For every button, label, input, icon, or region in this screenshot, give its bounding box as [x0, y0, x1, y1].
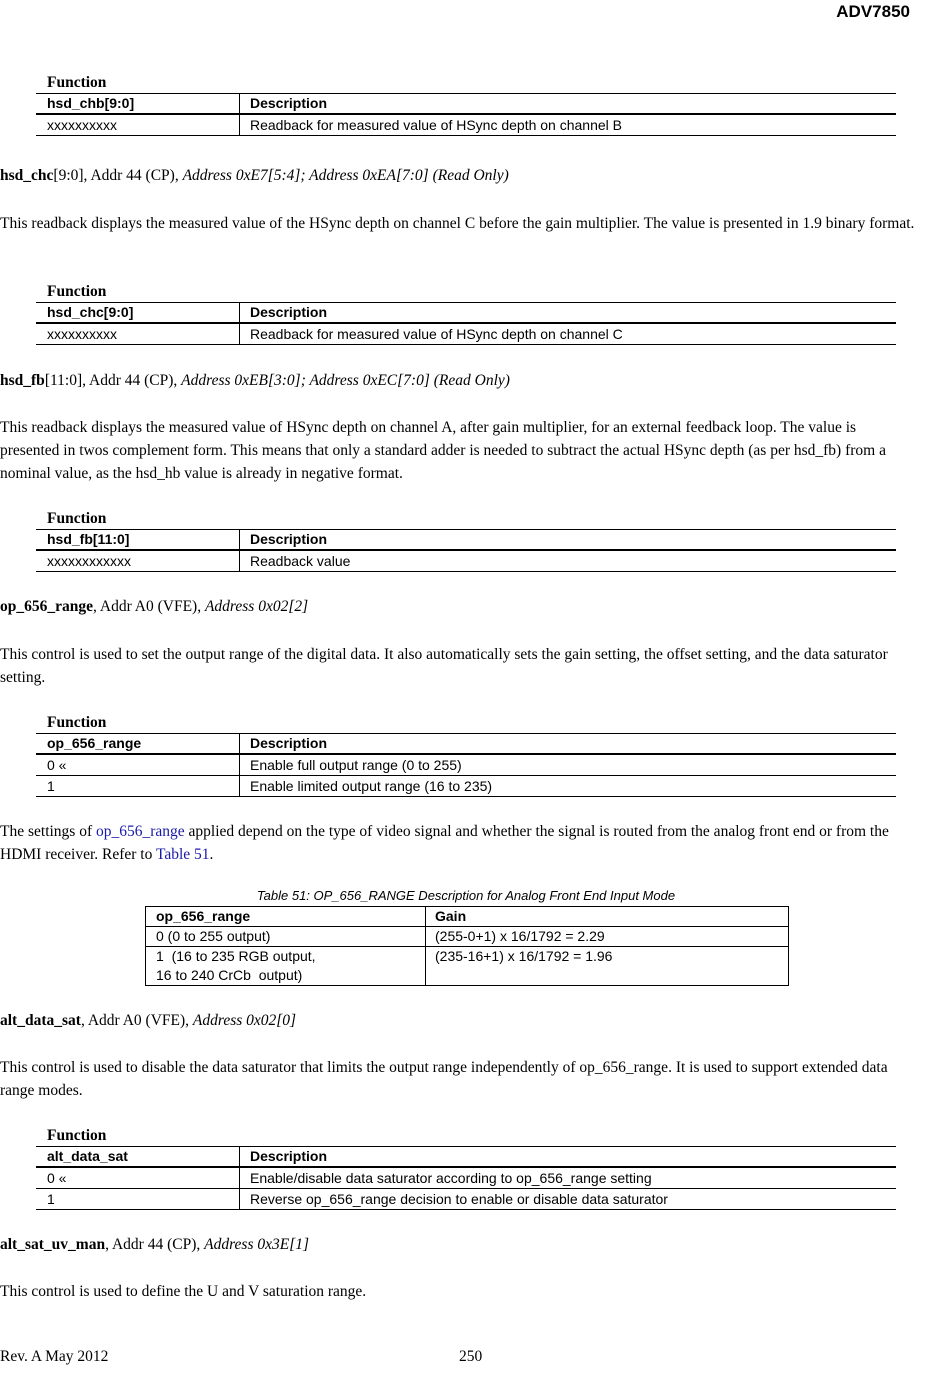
table-cell-gain: (235-16+1) x 16/1792 = 1.96: [435, 948, 613, 964]
table-51: [145, 906, 789, 986]
function-table-alt-data-sat: [36, 1126, 896, 1210]
note-text: .: [209, 846, 214, 863]
register-heading-alt-data-sat: [0, 1012, 296, 1030]
column-header: Description: [250, 531, 328, 547]
column-header: hsd_chb[9:0]: [36, 94, 240, 113]
table-row: [36, 1189, 896, 1210]
settings-note: [0, 820, 918, 866]
register-name: hsd_chc: [0, 167, 54, 184]
register-name: alt_data_sat: [0, 1012, 81, 1029]
column-header: op_656_range: [146, 907, 426, 926]
table-cell-value: 1: [36, 776, 240, 796]
table-cell-description: Readback for measured value of HSync depth on channel C: [250, 326, 623, 342]
register-heading-hsd-fb: [0, 372, 510, 390]
register-addr: , Addr A0 (VFE),: [93, 598, 205, 615]
register-address: Address 0x02[2]: [204, 598, 309, 615]
table-cell-description: Enable/disable data saturator according to op_656_range setting: [250, 1170, 652, 1186]
column-header: alt_data_sat: [36, 1147, 240, 1166]
register-addr: , Addr 44 (CP),: [105, 1236, 205, 1253]
table-row: [36, 776, 896, 797]
table-cell-gain: (255-0+1) x 16/1792 = 2.29: [435, 928, 605, 944]
register-bits: [9:0]: [53, 167, 84, 184]
function-label: Function: [47, 1127, 107, 1144]
register-description: This readback displays the measured value of HSync depth on channel A, after gain multiplier, for an external feedback loop. The value is presented in twos complement form. This means that only a standard adder is needed to subtract the actual HSync depth (as per hsd_fb) from a nominal value, as the hsd_hb value is already in negative format.: [0, 419, 886, 482]
register-description: This readback displays the measured value of the HSync depth on channel C before the gain multiplier. The value is presented in 1.9 binary format.: [0, 215, 915, 232]
register-bits: [11:0]: [44, 372, 83, 389]
function-label: Function: [47, 74, 107, 91]
column-header: Description: [250, 95, 328, 111]
register-heading-hsd-chc: [0, 167, 509, 185]
op-656-range-link[interactable]: op_656_range: [96, 823, 185, 840]
table-cell-value: [146, 927, 426, 946]
table-cell-description: Enable limited output range (16 to 235): [250, 778, 493, 794]
table-header-row: [36, 1146, 896, 1168]
table-header-row: [146, 907, 788, 926]
table-header-row: [36, 529, 896, 551]
table-row: [146, 926, 788, 946]
column-header: hsd_chc[9:0]: [36, 303, 240, 322]
register-address: Address 0x3E[1]: [204, 1236, 310, 1253]
footer-page-number: 250: [459, 1348, 483, 1365]
function-table-op-656-range: [36, 713, 896, 797]
table-cell-description: Readback value: [250, 553, 351, 569]
note-text: applied depend on the type of video signal and whether the signal is routed from the analog front end or from the HDMI receiver. Refer to: [0, 823, 889, 863]
table-header-row: [36, 93, 896, 115]
register-name: op_656_range: [0, 598, 93, 615]
function-table-hsd-fb: [36, 509, 896, 572]
column-header: Description: [250, 1148, 328, 1164]
table-row: [36, 324, 896, 345]
cell-line: 16 to 240 CrCb output): [156, 967, 303, 983]
table-cell-value: 0 «: [36, 755, 240, 775]
function-table-hsd-chc: [36, 282, 896, 345]
function-table-hsd-chb: [36, 73, 896, 136]
table-header-row: [36, 733, 896, 755]
register-name: hsd_fb: [0, 372, 45, 389]
cell-line: 1 (16 to 235 RGB output,: [156, 948, 316, 964]
register-heading-op-656-range: [0, 598, 308, 616]
register-heading-alt-sat-uv-man: [0, 1236, 309, 1254]
register-address: Address 0xE7[5:4]; Address 0xEA[7:0] (Read Only): [182, 167, 509, 184]
function-label: Function: [47, 283, 107, 300]
column-header: op_656_range: [36, 734, 240, 753]
table-cell-description: Enable full output range (0 to 255): [250, 757, 462, 773]
table-51-caption: Table 51: OP_656_RANGE Description for Analog Front End Input Mode: [256, 888, 676, 903]
register-name: alt_sat_uv_man: [0, 1236, 106, 1253]
column-header: Description: [250, 304, 328, 320]
register-address: Address 0xEB[3:0]; Address 0xEC[7:0] (Read Only): [181, 372, 510, 389]
table-cell-value: 1: [36, 1189, 240, 1209]
table-51-link[interactable]: Table 51: [155, 846, 210, 863]
table-row: [36, 115, 896, 136]
register-address: Address 0x02[0]: [192, 1012, 297, 1029]
register-description: This control is used to set the output range of the digital data. It also automatically sets the gain setting, the offset setting, and the data saturator setting.: [0, 646, 888, 686]
table-cell-value: xxxxxxxxxxxx: [36, 551, 240, 571]
function-label: Function: [47, 510, 107, 527]
document-part-number: ADV7850: [836, 2, 910, 21]
table-row: [36, 1168, 896, 1189]
table-header-row: [36, 302, 896, 324]
table-row: [36, 755, 896, 776]
register-addr: , Addr 44 (CP),: [83, 167, 183, 184]
table-cell-description: Reverse op_656_range decision to enable or disable data saturator: [250, 1191, 668, 1207]
register-description: This control is used to disable the data saturator that limits the output range independently of op_656_range. It is used to support extended data range modes.: [0, 1059, 888, 1099]
register-addr: , Addr A0 (VFE),: [80, 1012, 193, 1029]
cell-line: 0 (0 to 255 output): [156, 928, 271, 944]
column-header: hsd_fb[11:0]: [36, 530, 240, 549]
register-description: This control is used to define the U and V saturation range.: [0, 1283, 367, 1300]
note-text: The settings of: [0, 823, 96, 840]
table-row: [36, 551, 896, 572]
register-addr: , Addr 44 (CP),: [82, 372, 182, 389]
table-cell-value: xxxxxxxxxx: [36, 324, 240, 344]
table-cell-value: 0 «: [36, 1168, 240, 1188]
column-header: Gain: [435, 908, 467, 924]
table-cell-description: Readback for measured value of HSync depth on channel B: [250, 117, 623, 133]
column-header: Description: [250, 735, 328, 751]
table-cell-value: [146, 947, 426, 985]
table-row: [146, 946, 788, 985]
footer-revision: Rev. A May 2012: [0, 1348, 109, 1365]
table-cell-value: xxxxxxxxxx: [36, 115, 240, 135]
function-label: Function: [47, 714, 107, 731]
